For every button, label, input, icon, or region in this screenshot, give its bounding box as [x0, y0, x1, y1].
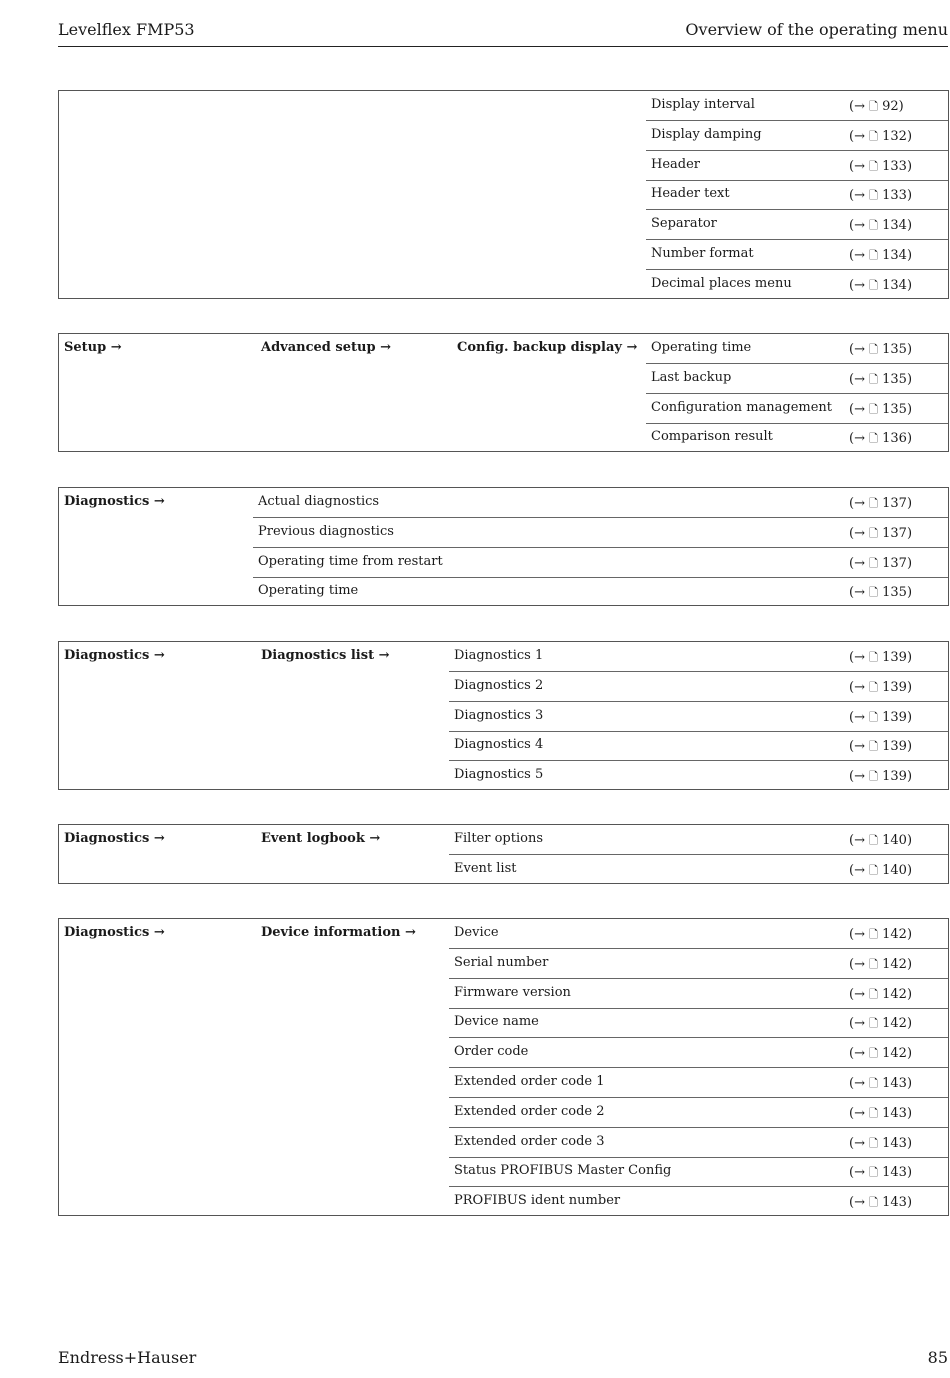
document-page-icon: 🗋 — [869, 527, 878, 540]
menu-item-label: Last backup — [651, 370, 732, 385]
page-reference — [849, 862, 912, 881]
page-header-title: Levelflex FMP53 — [58, 20, 195, 39]
menu-item-label: Diagnostics 1 — [454, 648, 544, 663]
menu-path-segment: Diagnostics → — [64, 831, 165, 846]
page-reference — [849, 1194, 912, 1213]
document-page-icon: 🗋 — [869, 100, 878, 113]
document-page-icon: 🗋 — [869, 1137, 878, 1150]
ref-close: ) — [906, 1076, 913, 1091]
ref-close: ) — [906, 710, 913, 725]
menu-item-label: Header — [651, 157, 701, 172]
ref-close: ) — [906, 585, 913, 600]
menu-path-segment: Diagnostics → — [64, 925, 165, 940]
document-page-icon: 🗋 — [869, 557, 878, 570]
menu-item-label: Filter options — [454, 831, 544, 846]
ref-open: (→ — [849, 1136, 870, 1151]
ref-open: (→ — [849, 710, 870, 725]
ref-close: ) — [906, 680, 913, 695]
document-page-icon: 🗋 — [869, 1077, 878, 1090]
menu-item-row — [646, 240, 948, 270]
menu-item-label: Extended order code 3 — [454, 1134, 605, 1149]
ref-page-number: 137 — [882, 526, 907, 541]
menu-item-row — [253, 577, 948, 607]
menu-item-row — [449, 949, 948, 979]
ref-open: (→ — [849, 248, 870, 263]
page-reference — [849, 371, 912, 390]
ref-open: (→ — [849, 833, 870, 848]
ref-page-number: 133 — [882, 188, 907, 203]
ref-page-number: 142 — [882, 987, 907, 1002]
ref-page-number: 139 — [882, 769, 907, 784]
menu-item-label: Extended order code 2 — [454, 1104, 605, 1119]
menu-item-label: Diagnostics 3 — [454, 708, 544, 723]
menu-item-row — [646, 180, 948, 210]
menu-item-row — [646, 364, 948, 394]
ref-page-number: 143 — [882, 1076, 907, 1091]
menu-block — [58, 333, 949, 452]
ref-open: (→ — [849, 650, 870, 665]
ref-close: ) — [906, 188, 913, 203]
page-reference — [849, 247, 912, 266]
ref-open: (→ — [849, 585, 870, 600]
page-header-section: Overview of the operating menu — [685, 20, 948, 39]
menu-item-row — [646, 423, 948, 453]
ref-open: (→ — [849, 1106, 870, 1121]
menu-item-row — [253, 518, 948, 548]
ref-page-number: 135 — [882, 402, 907, 417]
ref-page-number: 143 — [882, 1106, 907, 1121]
document-page-icon: 🗋 — [869, 1107, 878, 1120]
menu-item-row — [449, 825, 948, 855]
page-reference — [849, 430, 912, 449]
ref-close: ) — [906, 1165, 913, 1180]
page-reference — [849, 1105, 912, 1124]
ref-page-number: 142 — [882, 1016, 907, 1031]
ref-open: (→ — [849, 129, 870, 144]
document-page-icon: 🗋 — [869, 1196, 878, 1209]
ref-page-number: 135 — [882, 585, 907, 600]
document-page-icon: 🗋 — [869, 834, 878, 847]
document-page-icon: 🗋 — [869, 651, 878, 664]
menu-item-label: Comparison result — [651, 429, 773, 444]
ref-open: (→ — [849, 769, 870, 784]
ref-close: ) — [906, 402, 913, 417]
menu-item-label: Diagnostics 5 — [454, 767, 544, 782]
menu-item-row — [646, 270, 948, 300]
page-reference — [849, 341, 912, 360]
ref-close: ) — [906, 833, 913, 848]
menu-item-row — [646, 91, 948, 121]
document-page-icon: 🗋 — [869, 249, 878, 262]
page-reference — [849, 1164, 912, 1183]
ref-page-number: 134 — [882, 278, 907, 293]
document-page-icon: 🗋 — [869, 403, 878, 416]
ref-open: (→ — [849, 739, 870, 754]
ref-close: ) — [906, 987, 913, 1002]
ref-page-number: 140 — [882, 863, 907, 878]
page-reference — [849, 584, 912, 603]
menu-item-label: Separator — [651, 216, 717, 231]
menu-item-label: Previous diagnostics — [258, 524, 394, 539]
menu-item-label: Extended order code 1 — [454, 1074, 605, 1089]
menu-path-segment: Setup → — [64, 340, 122, 355]
ref-open: (→ — [849, 1046, 870, 1061]
menu-item-row — [646, 210, 948, 240]
menu-item-label: Actual diagnostics — [258, 494, 380, 509]
menu-item-label: Operating time — [258, 583, 359, 598]
ref-close: ) — [906, 1106, 913, 1121]
ref-close: ) — [906, 927, 913, 942]
ref-open: (→ — [849, 159, 870, 174]
menu-item-row — [253, 488, 948, 518]
menu-item-label: Operating time — [651, 340, 752, 355]
menu-item-row — [449, 919, 948, 949]
menu-item-label: Device name — [454, 1014, 539, 1029]
ref-page-number: 140 — [882, 833, 907, 848]
ref-close: ) — [906, 556, 913, 571]
ref-close: ) — [906, 957, 913, 972]
ref-open: (→ — [849, 927, 870, 942]
menu-item-row — [449, 1157, 948, 1187]
menu-item-label: Number format — [651, 246, 754, 261]
ref-open: (→ — [849, 342, 870, 357]
ref-open: (→ — [849, 526, 870, 541]
menu-path-segment: Event logbook → — [261, 831, 381, 846]
ref-page-number: 137 — [882, 496, 907, 511]
ref-close: ) — [906, 769, 913, 784]
ref-close: ) — [906, 159, 913, 174]
ref-close: ) — [906, 496, 913, 511]
menu-block — [58, 641, 949, 790]
document-page-icon: 🗋 — [869, 432, 878, 445]
menu-item-row — [449, 731, 948, 761]
footer-company: Endress+Hauser — [58, 1348, 197, 1367]
ref-open: (→ — [849, 863, 870, 878]
menu-item-row — [253, 548, 948, 578]
menu-block — [58, 90, 949, 299]
ref-open: (→ — [849, 188, 870, 203]
page-reference — [849, 277, 912, 296]
menu-block — [58, 824, 949, 884]
document-page-icon: 🗋 — [869, 711, 878, 724]
page-reference — [849, 709, 912, 728]
menu-item-row — [646, 151, 948, 181]
menu-path-segment: Advanced setup → — [261, 340, 391, 355]
page-reference — [849, 495, 912, 514]
page-reference — [849, 128, 912, 147]
ref-page-number: 134 — [882, 248, 907, 263]
document-page-icon: 🗋 — [869, 343, 878, 356]
menu-item-label: Decimal places menu — [651, 276, 792, 291]
ref-close: ) — [906, 1136, 913, 1151]
menu-item-label: Display damping — [651, 127, 762, 142]
ref-close: ) — [906, 650, 913, 665]
menu-item-label: Header text — [651, 186, 730, 201]
menu-item-label: Configuration management — [651, 400, 833, 415]
page-reference — [849, 768, 912, 787]
page-reference — [849, 555, 912, 574]
menu-item-row — [646, 334, 948, 364]
ref-open: (→ — [849, 1195, 870, 1210]
document-page-icon: 🗋 — [869, 497, 878, 510]
ref-close: ) — [906, 372, 913, 387]
document-page-icon: 🗋 — [869, 279, 878, 292]
ref-open: (→ — [849, 957, 870, 972]
menu-block — [58, 918, 949, 1216]
header-rule — [58, 46, 948, 47]
page-reference — [849, 187, 912, 206]
ref-close: ) — [906, 129, 913, 144]
menu-item-label: Diagnostics 2 — [454, 678, 544, 693]
menu-path-segment: Diagnostics → — [64, 494, 165, 509]
menu-item-row — [646, 394, 948, 424]
menu-item-row — [449, 1068, 948, 1098]
menu-item-row — [449, 1187, 948, 1217]
menu-item-row — [449, 1038, 948, 1068]
ref-close: ) — [906, 278, 913, 293]
menu-item-row — [449, 672, 948, 702]
page-reference — [849, 956, 912, 975]
ref-page-number: 143 — [882, 1136, 907, 1151]
document-page-icon: 🗋 — [869, 586, 878, 599]
menu-item-row — [449, 979, 948, 1009]
menu-item-label: Status PROFIBUS Master Config — [454, 1163, 672, 1178]
document-page-icon: 🗋 — [869, 928, 878, 941]
document-page-icon: 🗋 — [869, 864, 878, 877]
ref-open: (→ — [849, 402, 870, 417]
ref-close: ) — [906, 1016, 913, 1031]
menu-item-label: Display interval — [651, 97, 755, 112]
ref-page-number: 139 — [882, 710, 907, 725]
ref-page-number: 142 — [882, 927, 907, 942]
page-reference — [849, 1075, 912, 1094]
ref-open: (→ — [849, 1165, 870, 1180]
menu-item-label: Device — [454, 925, 499, 940]
ref-close: ) — [906, 739, 913, 754]
ref-page-number: 143 — [882, 1195, 907, 1210]
ref-close: ) — [906, 1195, 913, 1210]
ref-open: (→ — [849, 987, 870, 1002]
page-reference — [849, 98, 904, 117]
menu-path-segment: Diagnostics → — [64, 648, 165, 663]
ref-page-number: 139 — [882, 739, 907, 754]
ref-page-number: 132 — [882, 129, 907, 144]
ref-close: ) — [906, 526, 913, 541]
menu-item-label: PROFIBUS ident number — [454, 1193, 621, 1208]
menu-item-row — [449, 1098, 948, 1128]
menu-path-segment: Device information → — [261, 925, 416, 940]
ref-open: (→ — [849, 218, 870, 233]
ref-close: ) — [906, 863, 913, 878]
ref-close: ) — [906, 248, 913, 263]
ref-open: (→ — [849, 99, 870, 114]
ref-open: (→ — [849, 372, 870, 387]
ref-page-number: 135 — [882, 342, 907, 357]
document-page-icon: 🗋 — [869, 1047, 878, 1060]
menu-item-row — [449, 702, 948, 732]
document-page-icon: 🗋 — [869, 373, 878, 386]
document-page-icon: 🗋 — [869, 130, 878, 143]
ref-page-number: 142 — [882, 1046, 907, 1061]
ref-close: ) — [906, 218, 913, 233]
page-reference — [849, 401, 912, 420]
page-reference — [849, 158, 912, 177]
page-reference — [849, 679, 912, 698]
page-reference — [849, 1015, 912, 1034]
ref-page-number: 134 — [882, 218, 907, 233]
menu-path-segment: Config. backup display → — [457, 340, 638, 355]
ref-page-number: 135 — [882, 372, 907, 387]
document-page-icon: 🗋 — [869, 681, 878, 694]
menu-item-label: Event list — [454, 861, 517, 876]
page-reference — [849, 1045, 912, 1064]
menu-block — [58, 487, 949, 606]
ref-page-number: 136 — [882, 431, 907, 446]
menu-item-row — [449, 642, 948, 672]
menu-item-label: Firmware version — [454, 985, 571, 1000]
menu-path-segment: Diagnostics list → — [261, 648, 390, 663]
ref-page-number: 92 — [882, 99, 899, 114]
document-page-icon: 🗋 — [869, 160, 878, 173]
ref-page-number: 143 — [882, 1165, 907, 1180]
document-page-icon: 🗋 — [869, 740, 878, 753]
menu-item-label: Operating time from restart — [258, 554, 443, 569]
menu-item-row — [449, 1008, 948, 1038]
ref-page-number: 139 — [882, 680, 907, 695]
page-reference — [849, 217, 912, 236]
ref-open: (→ — [849, 278, 870, 293]
page-reference — [849, 525, 912, 544]
ref-page-number: 139 — [882, 650, 907, 665]
menu-item-label: Diagnostics 4 — [454, 737, 544, 752]
page-reference — [849, 986, 912, 1005]
menu-item-row — [449, 761, 948, 791]
document-page-icon: 🗋 — [869, 1166, 878, 1179]
ref-page-number: 142 — [882, 957, 907, 972]
ref-close: ) — [906, 431, 913, 446]
page-reference — [849, 738, 912, 757]
page-reference — [849, 649, 912, 668]
ref-open: (→ — [849, 496, 870, 511]
ref-open: (→ — [849, 1016, 870, 1031]
menu-item-row — [449, 1128, 948, 1158]
page-number: 85 — [927, 1348, 948, 1367]
page-reference — [849, 832, 912, 851]
ref-close: ) — [906, 1046, 913, 1061]
menu-item-label: Serial number — [454, 955, 549, 970]
document-page-icon: 🗋 — [869, 958, 878, 971]
ref-page-number: 133 — [882, 159, 907, 174]
ref-open: (→ — [849, 1076, 870, 1091]
ref-close: ) — [906, 342, 913, 357]
ref-open: (→ — [849, 556, 870, 571]
document-page-icon: 🗋 — [869, 189, 878, 202]
page-reference — [849, 1135, 912, 1154]
document-page-icon: 🗋 — [869, 219, 878, 232]
ref-page-number: 137 — [882, 556, 907, 571]
document-page-icon: 🗋 — [869, 770, 878, 783]
ref-close: ) — [898, 99, 904, 114]
menu-item-label: Order code — [454, 1044, 529, 1059]
menu-item-row — [449, 855, 948, 885]
page-reference — [849, 926, 912, 945]
ref-open: (→ — [849, 680, 870, 695]
document-page-icon: 🗋 — [869, 988, 878, 1001]
menu-item-row — [646, 121, 948, 151]
document-page-icon: 🗋 — [869, 1017, 878, 1030]
ref-open: (→ — [849, 431, 870, 446]
